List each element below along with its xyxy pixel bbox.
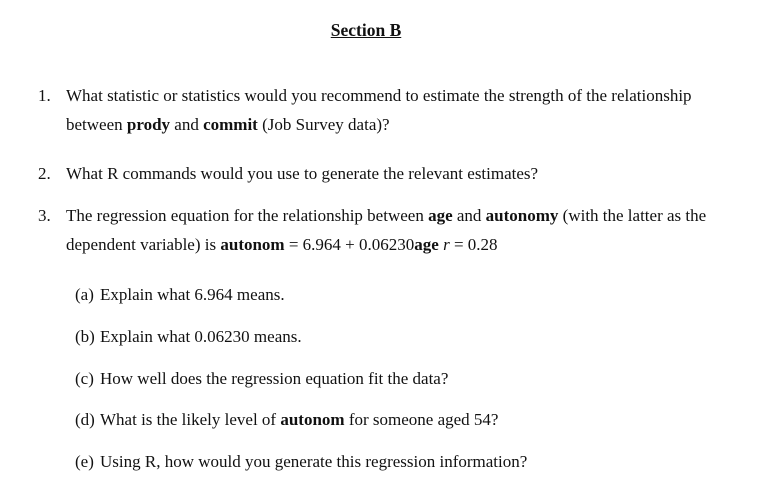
question-number: 2.: [38, 164, 51, 183]
variable-name: prody: [126, 115, 171, 134]
question-2: [38, 159, 728, 188]
section-title: Section B: [330, 20, 402, 40]
subquestion-a: [75, 284, 735, 306]
question-text: What R commands would you use to generate the relevant estimates?: [66, 164, 539, 183]
question-number: 3.: [38, 206, 51, 225]
question-3: [38, 201, 728, 259]
subquestion-text: Explain what 0.06230 means.: [100, 327, 302, 346]
question-1: [38, 81, 728, 139]
subquestion-b: [75, 326, 735, 348]
subquestion-letter: (e): [75, 452, 94, 471]
subquestion-c: [75, 368, 735, 390]
variable-name: commit: [203, 115, 258, 134]
subquestion-text: What is the likely level of autonom for someone aged 54?: [100, 410, 499, 429]
question-text: What statistic or statistics would you recommend to estimate the strength of the relationship between prody and commit (Job Survey data)?: [66, 86, 692, 134]
subquestion-text: How well does the regression equation fit the data?: [100, 369, 449, 388]
correlation-value: = 0.28: [449, 235, 498, 254]
question-text: The regression equation for the relationship between age and autonomy (with the latter as the dependent variable) is autonom = 6.964 + 0.06230age r = 0.28: [66, 206, 707, 254]
subquestion-text: Using R, how would you generate this regression information?: [100, 452, 528, 471]
variable-name: age: [414, 235, 439, 254]
equation-value: = 6.964 + 0.06230: [284, 235, 415, 254]
subquestion-letter: (b): [75, 327, 95, 346]
variable-name: autonom: [280, 410, 345, 429]
subquestion-e: [75, 451, 735, 473]
subquestion-letter: (a): [75, 285, 94, 304]
correlation-symbol: r: [443, 235, 450, 254]
variable-name: autonom: [220, 235, 285, 254]
variable-name: age: [428, 206, 453, 225]
subquestion-d: [75, 409, 735, 431]
subquestion-letter: (c): [75, 369, 94, 388]
question-number: 1.: [38, 86, 51, 105]
subquestion-letter: (d): [75, 410, 95, 429]
subquestion-text: Explain what 6.964 means.: [100, 285, 285, 304]
variable-name: autonomy: [485, 206, 559, 225]
